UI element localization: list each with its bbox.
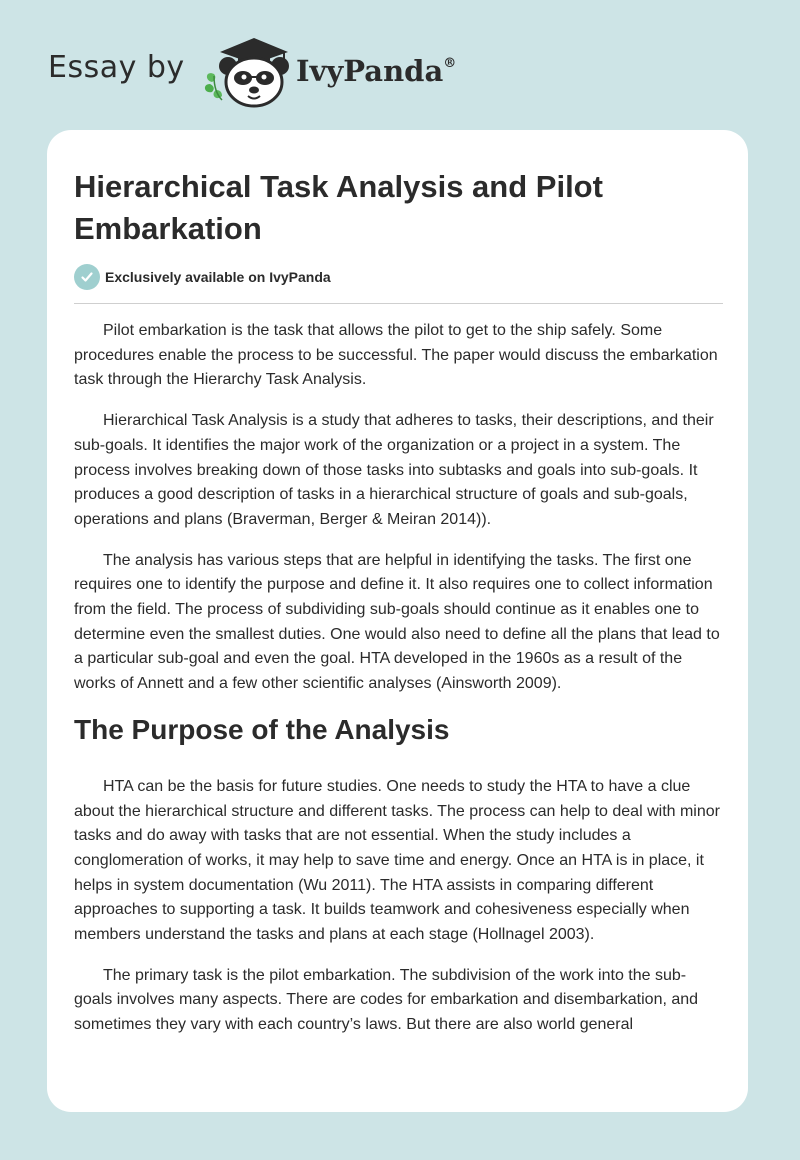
paragraph: Hierarchical Task Analysis is a study that adheres to tasks, their descriptions, and their sub-goals. It identifies the major work of the organization or a project in a system. The process involves breaking down of those tasks into subtasks and goals into sub-goals. It produces a good description of tasks in a hierarchical structure of goals and sub-goals, operations and plans (Braverman, Berger & Meiran 2014)). (74, 412, 714, 528)
article-title: Hierarchical Task Analysis and Pilot Embarkation (74, 169, 603, 246)
article-card (47, 130, 748, 1112)
brand-logo-text[interactable] (296, 54, 456, 88)
paragraph: Pilot embarkation is the task that allows the pilot to get to the ship safely. Some procedures enable the process to be successful. The paper would discuss the embarkation task through the Hierarchy Task Analysis. (74, 322, 718, 389)
exclusive-badge-label: Exclusively available on IvyPanda (105, 269, 331, 285)
exclusive-badge (74, 264, 331, 290)
paragraph: HTA can be the basis for future studies. One needs to study the HTA to have a clue about the hierarchical structure and different tasks. The process can help to deal with minor tasks and do away with tasks that are not essential. When the study includes a conglomeration of works, it may help to save time and energy. Once an HTA is in place, it helps in system documentation (Wu 2011). The HTA assists in comparing different approaches to supporting a task. It builds teamwork and cohesiveness especially when members understand the tasks and plans at each stage (Hollnagel 2003). (74, 777, 720, 944)
title-divider (74, 303, 723, 304)
ivy-leaf-icon (205, 73, 222, 100)
panda-graduate-icon[interactable] (200, 34, 292, 110)
section-heading: The Purpose of the Analysis (74, 713, 450, 745)
brand-name: IvyPanda (296, 54, 444, 88)
paragraph: The analysis has various steps that are helpful in identifying the tasks. The first one requires one to identify the purpose and define it. It also requires one to collect information from the field. The process of subdividing sub-goals should continue as it enables one to determine even the smallest duties. One would also need to define all the plans that lead to a particular sub-goal and even the goal. HTA developed in the 1960s as a result of the works of Annett and a few other scientific analyses (Ainsworth 2009). (74, 551, 720, 693)
site-header (0, 0, 800, 130)
check-icon (74, 264, 100, 290)
essay-by-label: Essay by (48, 50, 185, 85)
registered-mark: ® (443, 56, 457, 71)
paragraph: The primary task is the pilot embarkation. The subdivision of the work into the sub-goals involves many aspects. There are codes for embarkation and disembarkation, and sometimes they vary with each country’s laws. But there are also world general (74, 966, 699, 1034)
article-body (74, 319, 723, 1054)
